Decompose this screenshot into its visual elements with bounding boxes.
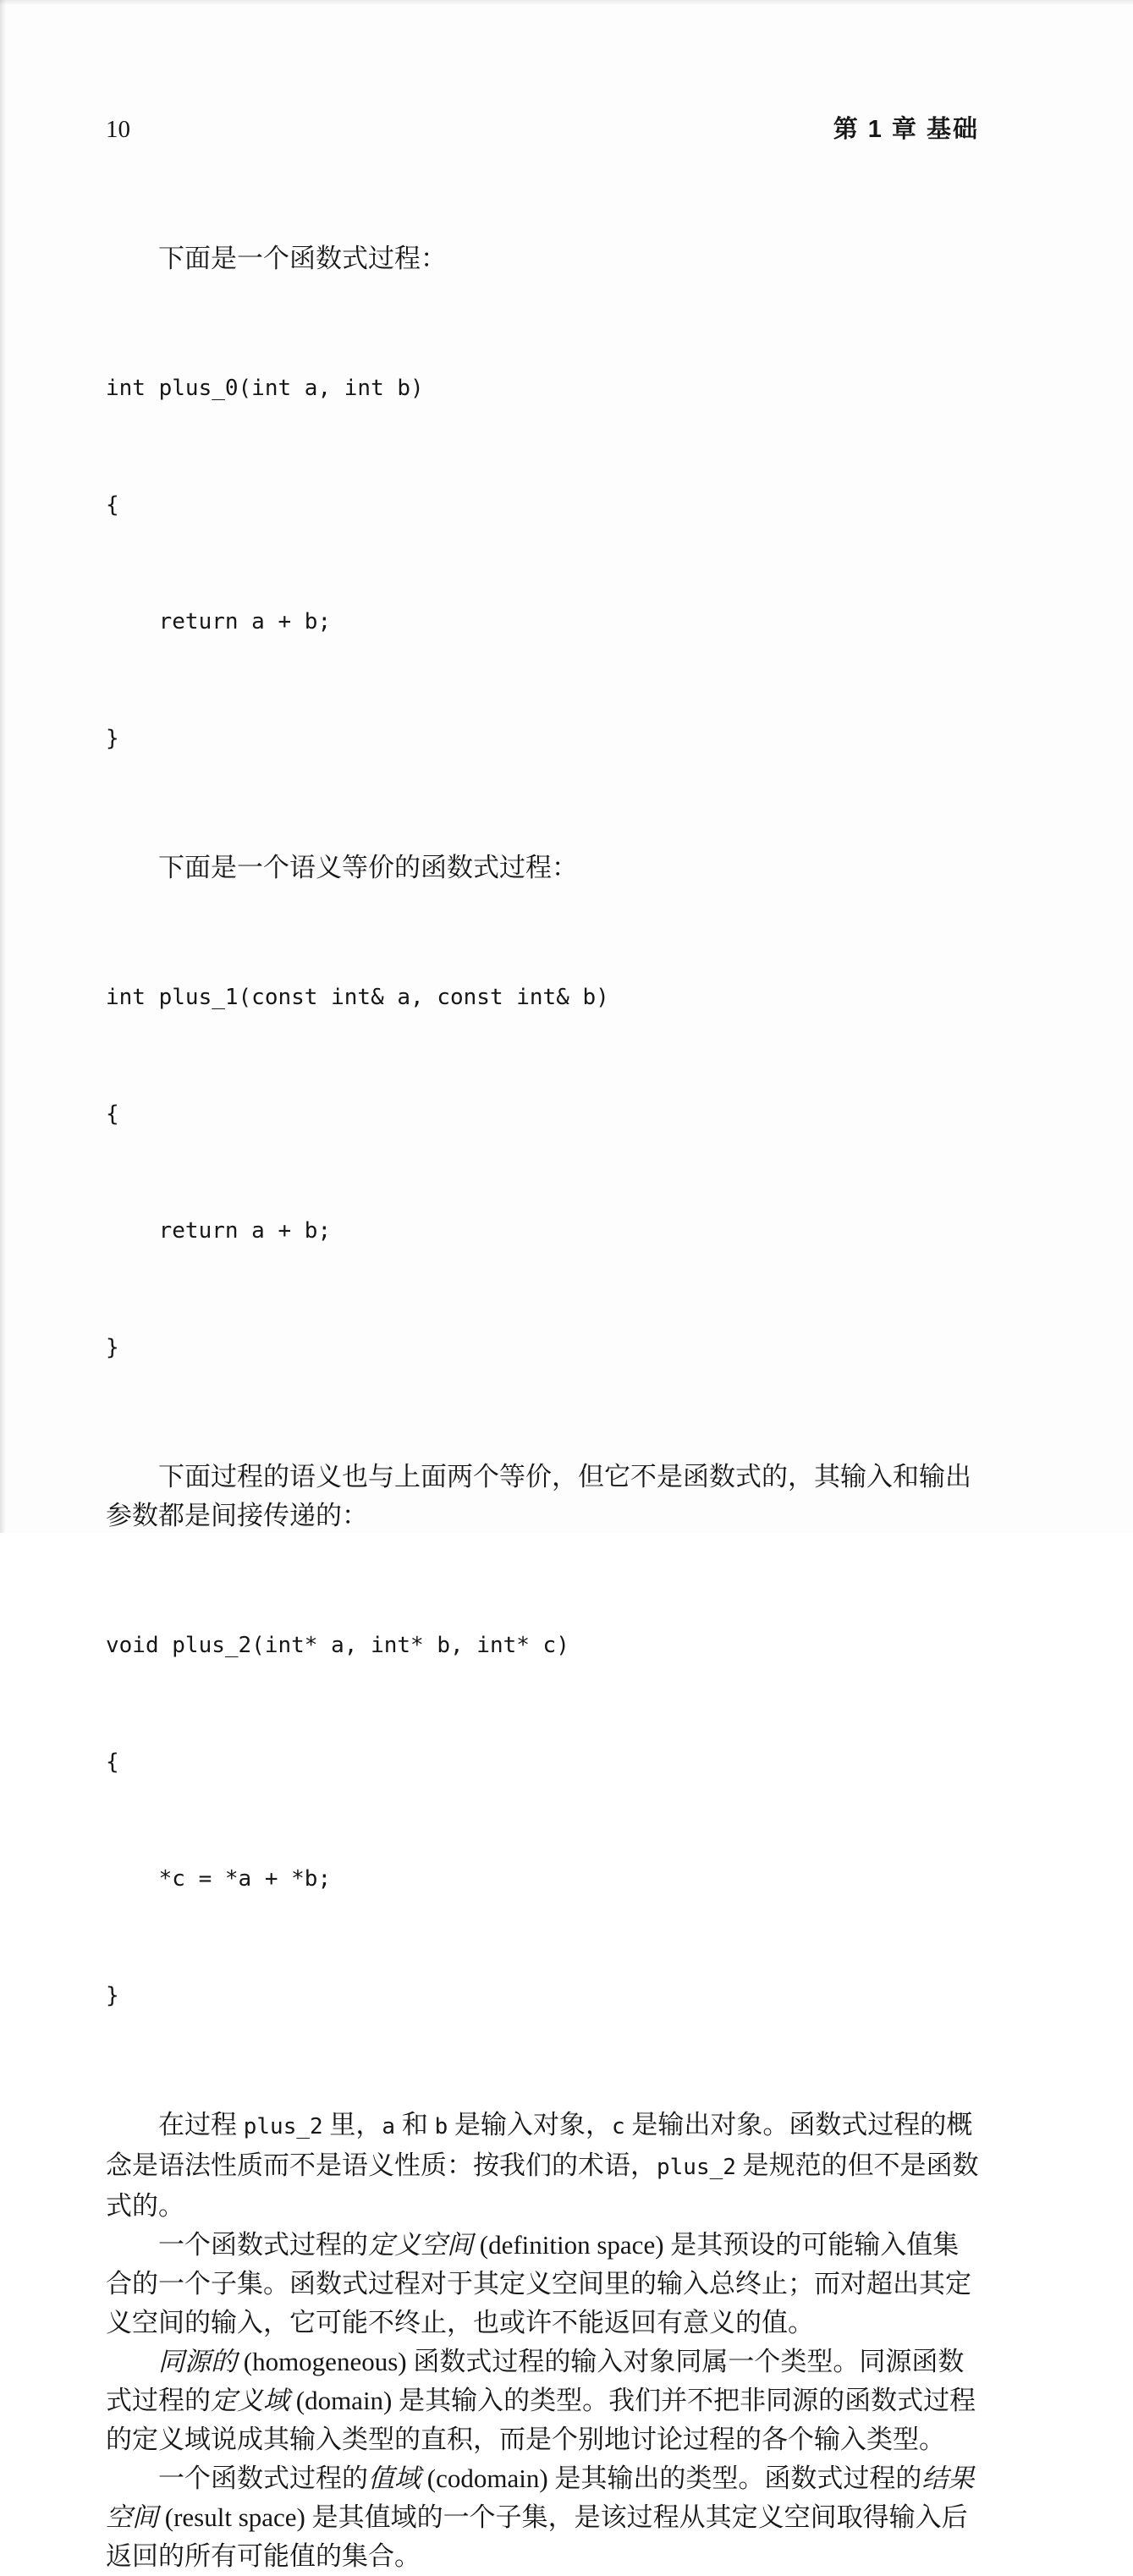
paragraph [106,2226,979,2343]
term-text: 定义域 [211,2386,289,2415]
latin-text: (definition space) [473,2230,671,2260]
code-line: { [106,492,119,518]
cjk-text: 函数式过程的输入对象同属一个类型。同源函数 [413,2347,965,2376]
paragraph [106,2459,979,2576]
paragraph [106,1458,979,1535]
latin-text: (domain) [289,2386,399,2415]
latin-text: (homogeneous) [237,2347,414,2376]
term-text: 结果 [921,2463,975,2493]
paragraph-line [106,2265,979,2304]
code-line: } [106,1983,119,2008]
code-line: int plus_1(const int& a, const int& b) [106,985,609,1010]
cjk-text: 义空间的输入，它可能不终止，也或许不能返回有意义的值。 [106,2308,814,2337]
paragraph-line [106,2343,979,2381]
paragraph-line [106,849,979,887]
code-line: int plus_0(int a, int b) [106,376,424,401]
code-block [106,1548,979,2093]
cjk-text: 合的一个子集。函数式过程对于其定义空间里的输入总终止；而对超出其定 [106,2269,971,2299]
code-line: return a + b; [106,1218,332,1244]
cjk-text: 参数都是间接传递的： [106,1501,368,1530]
code-line: *c = *a + *b; [106,1866,332,1892]
inline-code: a [382,2114,396,2139]
code-line: { [106,1101,119,1127]
code-line: return a + b; [106,609,332,634]
cjk-text: 一个函数式过程的 [158,2230,368,2260]
inline-code: c [611,2114,625,2139]
code-line: { [106,1749,119,1775]
paragraph-line [106,2146,979,2187]
cjk-text: 的定义域说成其输入类型的直积，而是个别地讨论过程的各个输入类型。 [106,2425,945,2454]
page-number: 10 [106,116,130,143]
cjk-text: 念是语法性质而不是语义性质：按我们的术语， [106,2150,657,2180]
inline-code: plus_2 [243,2114,323,2139]
paragraph-line [106,1497,979,1535]
code-line: void plus_2(int* a, int* b, int* c) [106,1633,569,1658]
paragraph-line [106,1458,979,1497]
paragraph [106,239,979,278]
paragraph-line [106,2304,979,2343]
chapter-title: 第 1 章 基础 [833,116,979,143]
paragraph [106,2106,979,2226]
code-block [106,291,979,836]
cjk-text: 式的。 [106,2191,184,2221]
code-line: } [106,726,119,751]
paragraph [106,2343,979,2459]
paragraph-line [106,2381,979,2420]
cjk-text: 一个函数式过程的 [158,2463,368,2493]
paragraph-line [106,2537,979,2576]
cjk-text: 下面过程的语义也与上面两个等价，但它不是函数式的，其输入和输出 [158,1462,971,1491]
paragraph-line [106,2459,979,2498]
cjk-text: 返回的所有可能值的集合。 [106,2541,421,2571]
cjk-text: 里， [322,2110,382,2139]
latin-text: (codomain) [421,2463,555,2493]
cjk-text: 式过程的 [106,2386,211,2415]
cjk-text: 和 [395,2110,435,2139]
inline-code: plus_2 [657,2155,736,2180]
code-block [106,900,979,1445]
cjk-text: 是其值域的一个子集，是该过程从其定义空间取得输入后 [311,2502,968,2532]
code-line: } [106,1335,119,1360]
paragraph-line [106,2498,979,2537]
term-text: 空间 [106,2502,158,2532]
page-body [106,239,979,2576]
cjk-text: 是其预设的可能输入值集 [670,2230,960,2260]
paragraph-line [106,2187,979,2226]
cjk-text: 是其输出的类型。函数式过程的 [554,2463,922,2493]
paragraph-line [106,2226,979,2265]
cjk-text: 是其输入的类型。我们并不把非同源的函数式过程 [399,2386,976,2415]
cjk-text: 是规范的但不是函数 [735,2150,979,2180]
cjk-text: 在过程 [158,2110,244,2139]
term-text: 定义空间 [368,2230,473,2260]
inline-code: b [434,2114,448,2139]
running-header [106,117,979,142]
paragraph-line [106,2420,979,2459]
cjk-text: 下面是一个语义等价的函数式过程： [158,853,578,882]
cjk-text: 下面是一个函数式过程： [158,244,447,273]
paragraph [106,849,979,887]
cjk-text: 是输入对象， [448,2110,612,2139]
term-text: 值域 [368,2463,421,2493]
paragraph-line [106,2106,979,2146]
cjk-text: 是输出对象。函数式过程的概 [624,2110,973,2139]
latin-text: (result space) [158,2502,312,2532]
paragraph-line [106,239,979,278]
term-text: 同源的 [158,2347,237,2376]
